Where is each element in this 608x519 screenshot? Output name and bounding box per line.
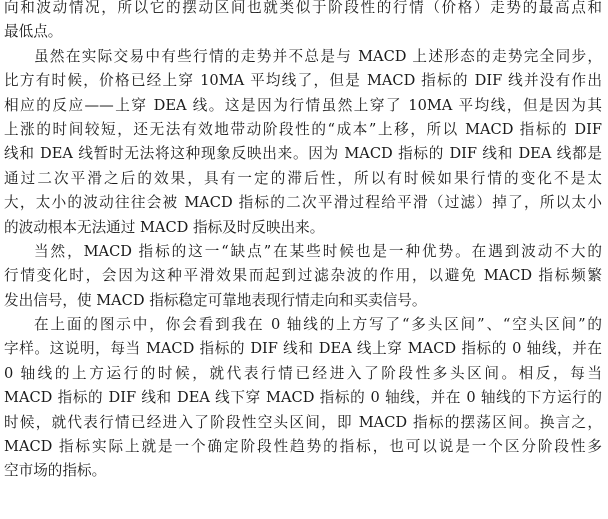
text-line: 在上面的图示中，你会看到我在 0 轴线的上方写了“多头区间”、“空头区间”的 — [34, 316, 602, 334]
text-line: MACD 指标的 DIF 线和 DEA 线下穿 MACD 指标的 0 轴线，并在 0 轴线的下方运行的 — [4, 389, 602, 407]
text-line: 比方有时候，价格已经上穿 10MA 平均线了，但是 MACD 指标的 DIF 线并没有作出 — [4, 72, 602, 90]
text-line: 最低点。 — [4, 23, 63, 41]
text-line: 发出信号，使 MACD 指标稳定可靠地表现行情走向和买卖信号。 — [4, 291, 427, 309]
text-line: 空市场的指标。 — [4, 462, 107, 480]
text-line: 向和波动情况，所以它的摆动区间也就类似于阶段性的行情（价格）走势的最高点和 — [4, 0, 602, 16]
text-line: 当然，MACD 指标的这一“缺点”在某些时候也是一种优势。在遇到波动不大的 — [34, 242, 602, 260]
text-line: 上涨的时间较短，还无法有效地带动阶段性的“成本”上移，所以 MACD 指标的 DIF — [4, 120, 602, 138]
text-line: 通过二次平滑之后的效果，具有一定的滞后性，所以有时候如果行情的变化不是太 — [4, 169, 602, 187]
text-line: 字样。这说明，每当 MACD 指标的 DIF 线和 DEA 线上穿 MACD 指标的 0 轴线，并在 — [4, 340, 602, 358]
text-line: MACD 指标实际上就是一个确定阶段性趋势的指标，也可以说是一个区分阶段性多 — [4, 438, 602, 456]
text-line: 0 轴线的上方运行的时候，就代表行情已经进入了阶段性多头区间。相反，每当 — [4, 364, 602, 382]
text-line: 大，太小的波动往往会被 MACD 指标的二次平滑过程给平滑（过滤）掉了，所以太小 — [4, 194, 602, 212]
text-line: 时候，就代表行情已经进入了阶段性空头区间，即 MACD 指标的摆荡区间。换言之， — [4, 413, 602, 431]
text-line: 虽然在实际交易中有些行情的走势并不总是与 MACD 上述形态的走势完全同步， — [34, 47, 602, 65]
text-line: 相应的反应——上穿 DEA 线。这是因为行情虽然上穿了 10MA 平均线，但是因为其 — [4, 96, 602, 114]
text-line: 线和 DEA 线暂时无法将这种现象反映出来。因为 MACD 指标的 DIF 线和 DEA 线都是 — [4, 145, 602, 163]
text-line: 的波动根本无法通过 MACD 指标及时反映出来。 — [4, 218, 325, 236]
text-line: 行情变化时，会因为这种平滑效果而起到过滤杂波的作用，以避免 MACD 指标频繁 — [4, 267, 602, 285]
